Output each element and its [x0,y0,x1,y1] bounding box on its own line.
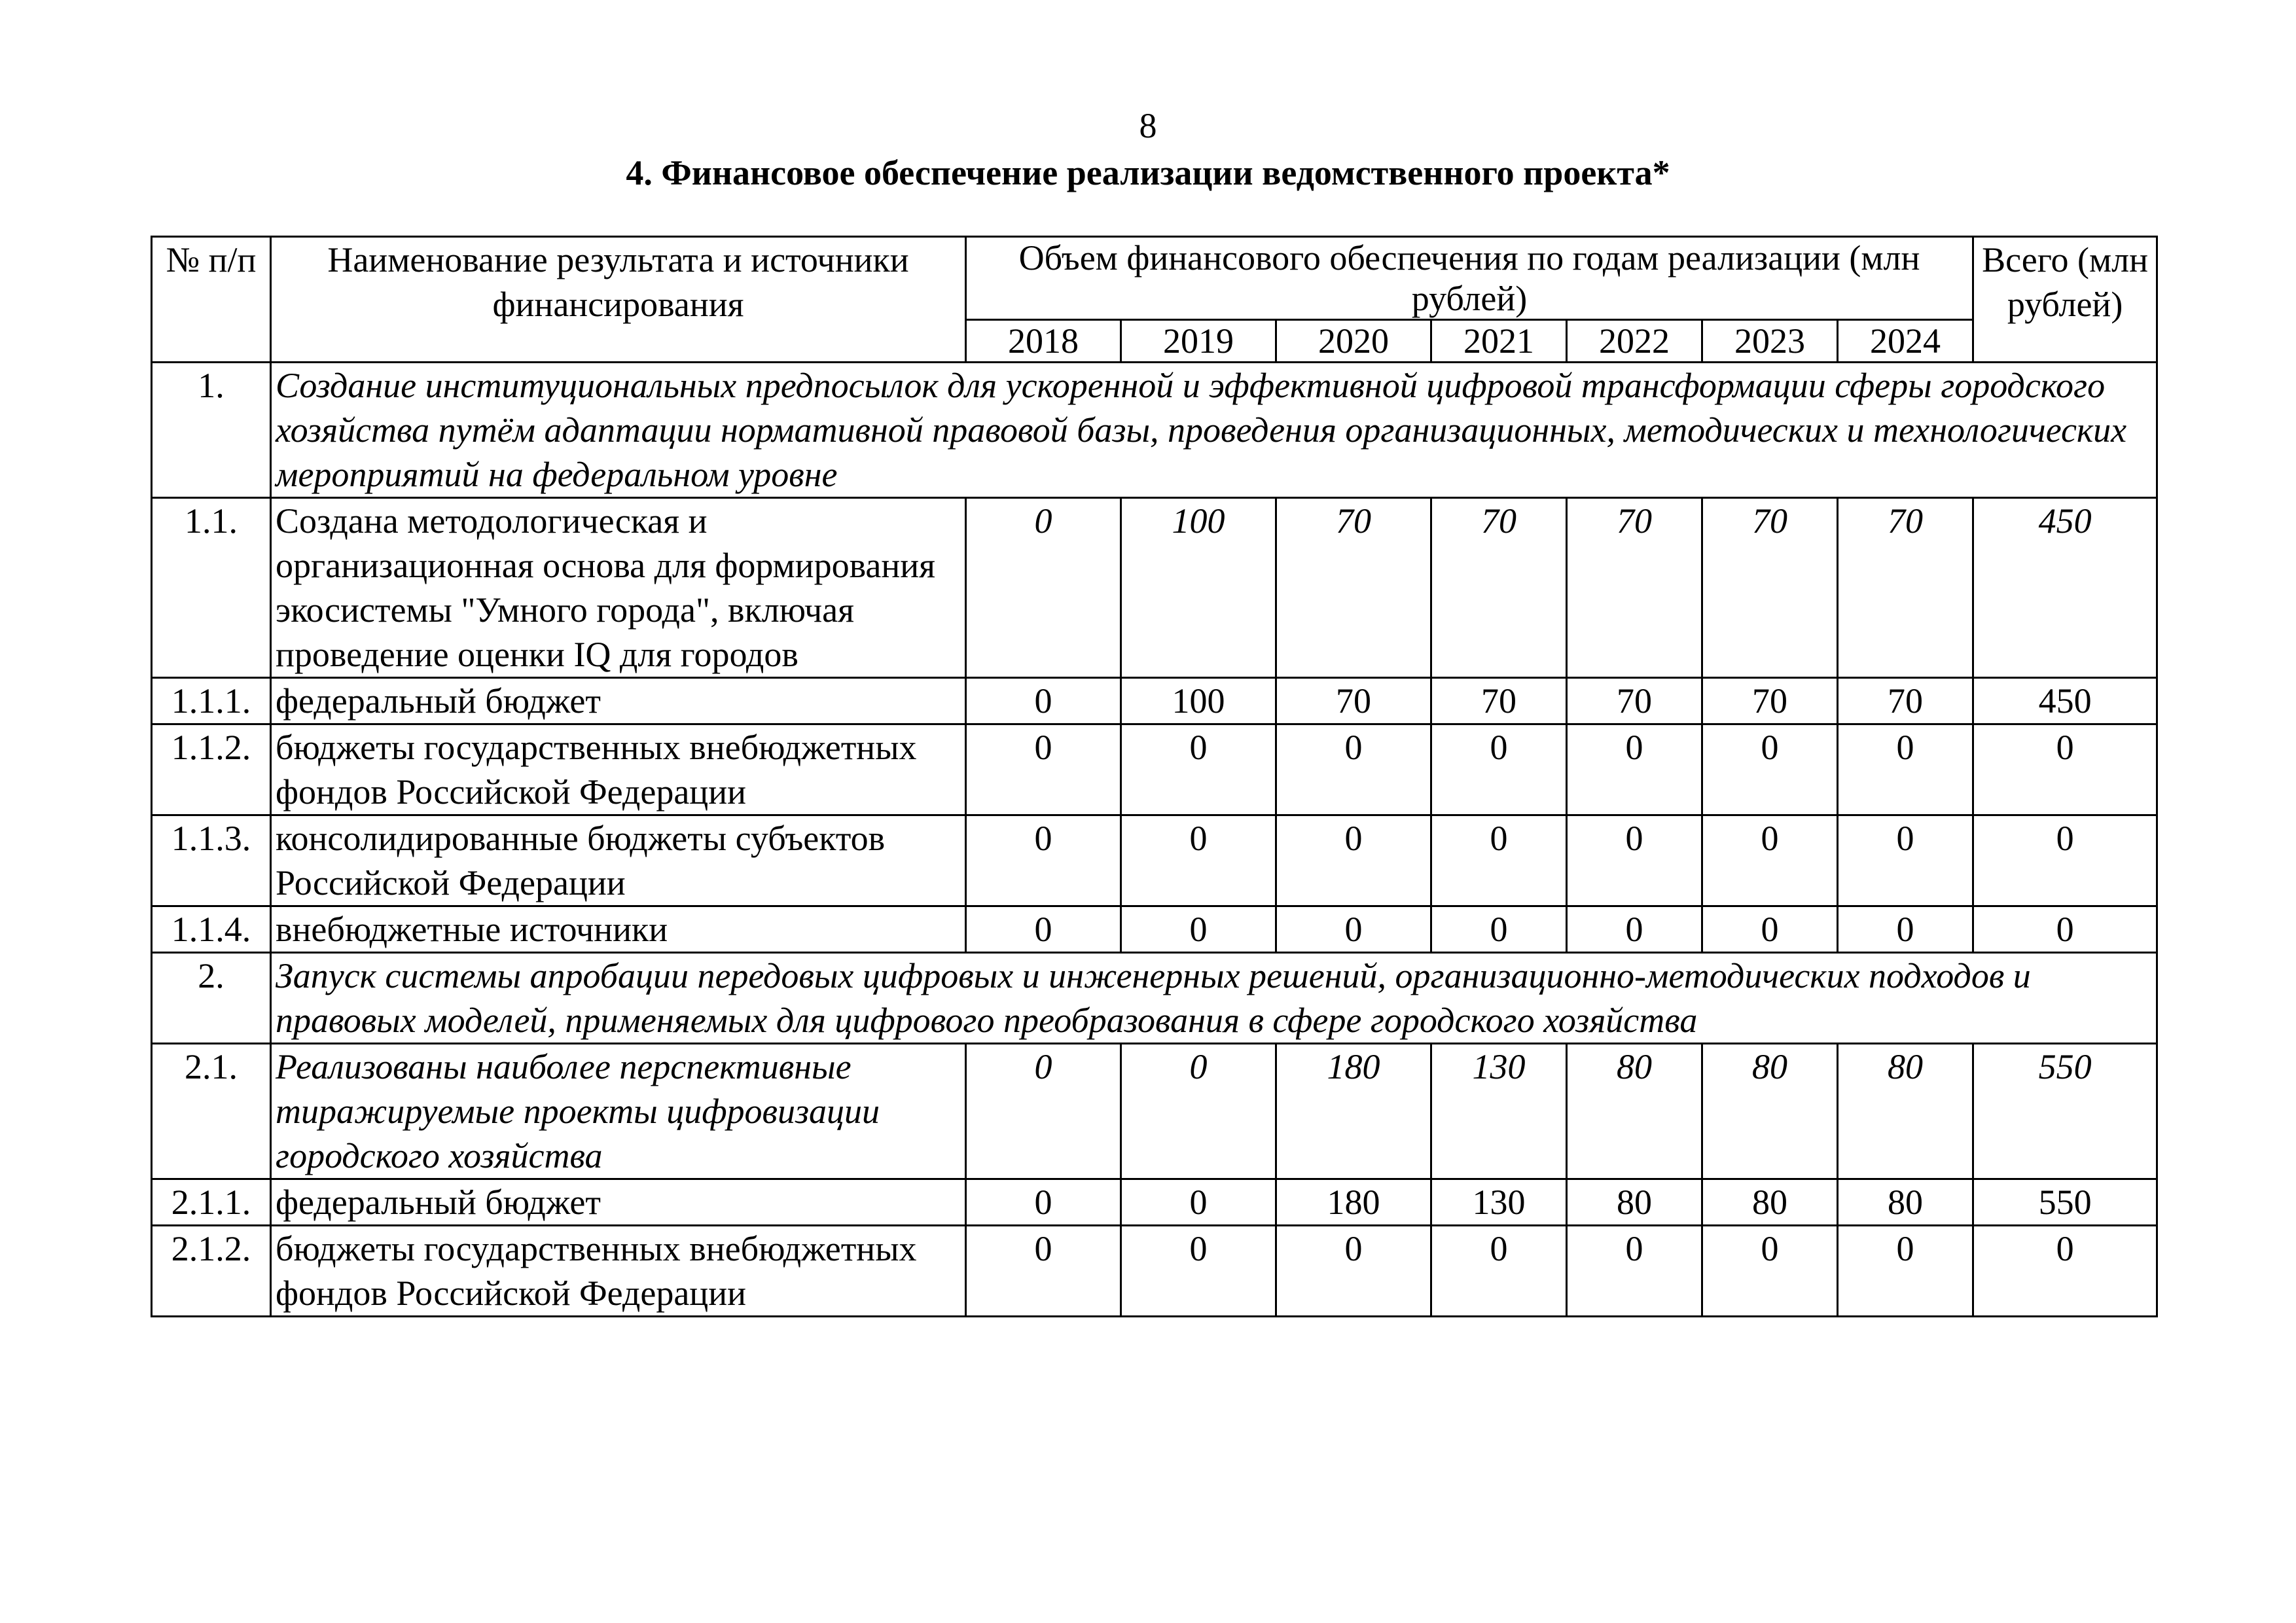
value-2020: 70 [1276,498,1431,678]
value-total: 450 [1973,678,2157,724]
value-2020: 180 [1276,1044,1431,1179]
table-row [152,1179,2157,1226]
value-2020: 0 [1276,724,1431,815]
value-2022: 70 [1567,678,1702,724]
row-number: 2.1. [152,1044,271,1179]
value-2023: 80 [1702,1179,1838,1226]
table-body [152,363,2157,1317]
row-number: 1.1.2. [152,724,271,815]
source-name: бюджеты государственных внебюджетных фондов Российской Федерации [271,724,966,815]
table-row [152,724,2157,815]
header-name: Наименование результата и источники финансирования [271,237,966,363]
value-2020: 180 [1276,1179,1431,1226]
value-2018: 0 [966,678,1121,724]
value-2020: 0 [1276,1226,1431,1317]
value-2024: 0 [1838,1226,1973,1317]
value-2019: 0 [1121,1226,1276,1317]
value-2019: 0 [1121,815,1276,906]
value-2020: 0 [1276,815,1431,906]
value-2021: 0 [1431,1226,1567,1317]
section-title: Запуск системы апробации передовых цифровых и инженерных решений, организационно-методических подходов и правовых моделей, применяемых для цифрового преобразования в сфере городского хозяйства [271,953,2157,1044]
value-total: 0 [1973,815,2157,906]
value-2018: 0 [966,815,1121,906]
value-2023: 0 [1702,815,1838,906]
value-2018: 0 [966,906,1121,953]
header-total: Всего (млн рублей) [1973,237,2157,363]
header-year-2024: 2024 [1838,320,1973,363]
value-total: 0 [1973,1226,2157,1317]
financing-table [151,236,2158,1317]
row-number: 1.1.1. [152,678,271,724]
value-2023: 80 [1702,1044,1838,1179]
value-2018: 0 [966,724,1121,815]
value-2019: 0 [1121,906,1276,953]
value-2022: 80 [1567,1044,1702,1179]
value-2021: 70 [1431,498,1567,678]
table-row [152,906,2157,953]
row-number: 1.1. [152,498,271,678]
source-name: федеральный бюджет [271,1179,966,1226]
table-row [152,815,2157,906]
value-2021: 0 [1431,724,1567,815]
value-2022: 70 [1567,498,1702,678]
row-number: 1. [152,363,271,498]
value-2018: 0 [966,1226,1121,1317]
value-2024: 0 [1838,906,1973,953]
value-2024: 80 [1838,1044,1973,1179]
header-volume: Объем финансового обеспечения по годам реализации (млн рублей) [966,237,1973,320]
source-name: консолидированные бюджеты субъектов Российской Федерации [271,815,966,906]
row-number: 2.1.1. [152,1179,271,1226]
value-total: 450 [1973,498,2157,678]
table-row [152,1226,2157,1317]
header-year-2022: 2022 [1567,320,1702,363]
value-2024: 70 [1838,678,1973,724]
table-header [152,237,2157,363]
header-year-2018: 2018 [966,320,1121,363]
header-num: № п/п [152,237,271,363]
value-2022: 0 [1567,724,1702,815]
section-title: Создание институциональных предпосылок для ускоренной и эффективной цифровой трансформации сферы городского хозяйства путём адаптации нормативной правовой базы, проведения организационных, методических и технологических мероприятий на федеральном уровне [271,363,2157,498]
value-2024: 0 [1838,815,1973,906]
source-name: бюджеты государственных внебюджетных фондов Российской Федерации [271,1226,966,1317]
table-row [152,498,2157,678]
header-year-2023: 2023 [1702,320,1838,363]
value-2023: 0 [1702,906,1838,953]
row-number: 2.1.2. [152,1226,271,1317]
value-2021: 0 [1431,815,1567,906]
value-2023: 70 [1702,678,1838,724]
value-2021: 130 [1431,1179,1567,1226]
section-row [152,363,2157,498]
header-year-2020: 2020 [1276,320,1431,363]
value-2019: 0 [1121,1044,1276,1179]
result-name: Реализованы наиболее перспективные тиражируемые проекты цифровизации городского хозяйства [271,1044,966,1179]
section-row [152,953,2157,1044]
value-2022: 0 [1567,906,1702,953]
value-total: 550 [1973,1179,2157,1226]
source-name: федеральный бюджет [271,678,966,724]
value-2018: 0 [966,1044,1121,1179]
value-2020: 70 [1276,678,1431,724]
value-2019: 100 [1121,678,1276,724]
header-year-2021: 2021 [1431,320,1567,363]
page-number: 8 [1139,106,1157,145]
result-name: Создана методологическая и организационная основа для формирования экосистемы "Умного города", включая проведение оценки IQ для городов [271,498,966,678]
value-2023: 70 [1702,498,1838,678]
value-2021: 0 [1431,906,1567,953]
value-2024: 80 [1838,1179,1973,1226]
value-total: 0 [1973,724,2157,815]
value-2020: 0 [1276,906,1431,953]
table-row [152,678,2157,724]
value-2018: 0 [966,1179,1121,1226]
value-total: 0 [1973,906,2157,953]
value-2023: 0 [1702,724,1838,815]
header-year-2019: 2019 [1121,320,1276,363]
row-number: 2. [152,953,271,1044]
source-name: внебюджетные источники [271,906,966,953]
value-2022: 80 [1567,1179,1702,1226]
value-2024: 0 [1838,724,1973,815]
page-title: 4. Финансовое обеспечение реализации ведомственного проекта* [626,153,1670,192]
value-total: 550 [1973,1044,2157,1179]
row-number: 1.1.3. [152,815,271,906]
value-2019: 0 [1121,1179,1276,1226]
value-2018: 0 [966,498,1121,678]
row-number: 1.1.4. [152,906,271,953]
value-2021: 70 [1431,678,1567,724]
value-2021: 130 [1431,1044,1567,1179]
value-2022: 0 [1567,815,1702,906]
table-row [152,1044,2157,1179]
value-2022: 0 [1567,1226,1702,1317]
value-2023: 0 [1702,1226,1838,1317]
value-2019: 0 [1121,724,1276,815]
value-2024: 70 [1838,498,1973,678]
value-2019: 100 [1121,498,1276,678]
